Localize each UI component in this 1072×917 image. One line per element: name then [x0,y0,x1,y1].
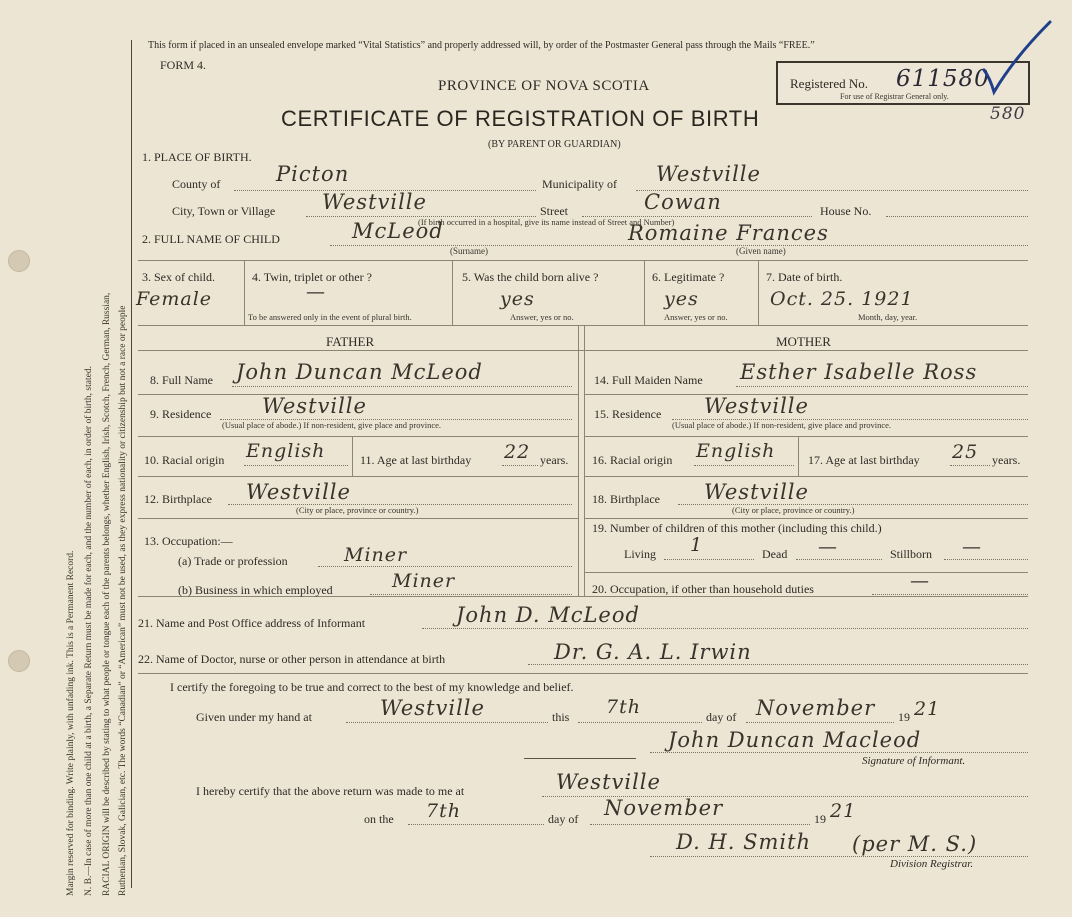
father-name-value: John Duncan McLeod [236,360,483,384]
registrar-month-value: November [604,796,724,820]
father-age-value: 22 [504,441,531,463]
given-label: Given under my hand at [196,710,312,724]
mother-birthplace-note: (City or place, province or country.) [732,505,855,515]
registered-label: Registered No. [790,76,868,91]
informant-value: John D. McLeod [456,603,640,627]
informant-label: 21. Name and Post Office address of Informant [138,616,366,630]
city-value: Westville [322,190,427,214]
house-label: House No. [820,204,872,218]
mother-name-value: Esther Isabelle Ross [740,360,978,384]
form-number: FORM 4. [160,58,207,72]
mother-residence-label: 15. Residence [594,407,662,421]
margin-border [131,40,132,888]
municipality-label: Municipality of [542,177,617,191]
surname-note: (Surname) [450,246,488,256]
mother-racial-value: English [696,440,776,462]
dead-label: Dead [762,547,788,561]
date-of-birth-note: Month, day, year. [858,312,918,322]
mother-age-label: 17. Age at last birthday [808,453,920,467]
mother-occupation-value: — [910,570,930,592]
mother-age-value: 25 [952,441,979,463]
registrar-note: For use of Registrar General only. [840,92,949,101]
mother-occupation-label: 20. Occupation, if other than household duties [592,582,814,596]
city-label: City, Town or Village [172,204,276,218]
certify-text: I certify the foregoing to be true and correct to the best of my knowledge and belief. [170,680,574,694]
father-racial-value: English [246,440,326,462]
registrar-signature-note: (per M. S.) [852,832,978,856]
living-label: Living [624,547,656,561]
margin-note-racial: RACIAL ORIGIN will be described by stating to what people or tongue each of the parents belongs, whether English, Irish, Scotch, French, German, Russian, [102,292,112,896]
mother-racial-label: 16. Racial origin [592,453,673,467]
mailing-notice: This form if placed in an unsealed envelope marked “Vital Statistics” and properly addressed will, by order of the Postmaster General pass through the Mails “FREE.” [148,40,815,51]
father-occupation-label: 13. Occupation:— [144,534,233,548]
father-residence-label: 9. Residence [150,407,212,421]
certificate-title: CERTIFICATE OF REGISTRATION OF BIRTH [281,106,760,131]
father-business-value: Miner [392,570,456,592]
legitimate-note: Answer, yes or no. [664,312,728,322]
province-title: PROVINCE OF NOVA SCOTIA [438,78,650,94]
check-mark-icon [980,18,1054,98]
registrar-signature-label: Division Registrar. [890,858,974,870]
father-birthplace-value: Westville [246,480,351,504]
mother-residence-note: (Usual place of abode.) If non-resident, give place and province. [672,420,892,430]
county-label: County of [172,177,221,191]
legitimate-label: 6. Legitimate ? [652,270,725,284]
mother-residence-value: Westville [704,394,809,418]
father-name-label: 8. Full Name [150,373,213,387]
binding-hole [8,650,30,672]
twin-label: 4. Twin, triplet or other ? [252,270,372,284]
sex-value: Female [136,288,213,310]
legitimate-value: yes [664,288,699,310]
registrar-day-value: 7th [426,800,461,822]
given-day-value: 7th [606,696,641,718]
date-of-birth-label: 7. Date of birth. [766,270,843,284]
mother-heading: MOTHER [776,334,831,349]
given-day-of-label: day of [706,710,737,724]
mother-birthplace-label: 18. Birthplace [592,492,660,506]
registrar-text: I hereby certify that the above return was made to me at [196,784,465,798]
street-label: Street [540,204,568,218]
twin-note: To be answered only in the event of plural birth. [248,312,412,322]
registrar-year-value: 21 [830,800,857,822]
given-month-value: November [756,696,876,720]
registered-number: 611580 [896,66,990,92]
street-value: Cowan [644,190,722,214]
dead-value: — [818,536,838,558]
mother-children-label: 19. Number of children of this mother (including this child.) [592,521,882,535]
this-label: this [552,710,570,724]
given-year-value: 21 [914,698,941,720]
certificate-subtitle: (BY PARENT OR GUARDIAN) [488,139,621,150]
alive-note: Answer, yes or no. [510,312,574,322]
father-trade-value: Miner [344,544,408,566]
margin-note-racial-cont: Ruthenian, Slovak, Galician, etc. The words “Canadian” or “American” must not be used, as they express nationality or citizenship but not a race or people [118,305,128,896]
binding-hole [8,250,30,272]
corner-note: 580 [990,104,1026,124]
registrar-year-prefix: 19 [814,812,826,826]
margin-note-binding: Margin reserved for binding. Write plainly, with unfading ink. This is a Permanent Record. [66,550,76,896]
father-trade-label: (a) Trade or profession [178,554,288,568]
date-of-birth-value: Oct. 25. 1921 [770,288,914,310]
given-place-value: Westville [380,696,485,720]
mother-birthplace-value: Westville [704,480,809,504]
county-value: Picton [276,162,350,186]
father-birthplace-note: (City or place, province or country.) [296,505,419,515]
stillborn-label: Stillborn [890,547,933,561]
child-name-label: 2. FULL NAME OF CHILD [142,232,280,246]
hospital-note: (If birth occurred in a hospital, give its name instead of Street and Number) [418,217,675,227]
father-residence-note: (Usual place of abode.) If non-resident, give place and province. [222,420,442,430]
informant-signature-label: Signature of Informant. [862,755,966,767]
registrar-day-of-label: day of [548,812,579,826]
father-age-label: 11. Age at last birthday [360,453,472,467]
given-year-prefix: 19 [898,710,910,724]
registrar-place-value: Westville [556,770,661,794]
father-heading: FATHER [326,334,375,349]
father-residence-value: Westville [262,394,367,418]
mother-age-years: years. [992,453,1021,467]
child-given-name: Romaine Frances [628,221,829,245]
municipality-value: Westville [656,162,761,186]
doctor-value: Dr. G. A. L. Irwin [554,640,752,664]
place-of-birth-heading: 1. PLACE OF BIRTH. [142,150,252,164]
stillborn-value: — [962,536,982,558]
registrar-on-label: on the [364,812,394,826]
margin-note-nb: N. B.—In case of more than one child at a birth, a Separate Return must be made for each, and the number of each, in order of birth, stated. [84,366,94,896]
father-age-years: years. [540,453,569,467]
father-racial-label: 10. Racial origin [144,453,225,467]
informant-signature: John Duncan Macleod [668,728,922,752]
registrar-signature: D. H. Smith [676,830,812,854]
given-name-note: (Given name) [736,246,786,256]
twin-value: — [306,281,326,303]
father-business-label: (b) Business in which employed [178,583,333,597]
living-value: 1 [690,534,704,556]
alive-value: yes [500,288,535,310]
sex-label: 3. Sex of child. [142,270,215,284]
doctor-label: 22. Name of Doctor, nurse or other person in attendance at birth [138,652,446,666]
child-surname: McLeod [352,219,444,243]
mother-name-label: 14. Full Maiden Name [594,373,703,387]
father-birthplace-label: 12. Birthplace [144,492,212,506]
alive-label: 5. Was the child born alive ? [462,270,599,284]
